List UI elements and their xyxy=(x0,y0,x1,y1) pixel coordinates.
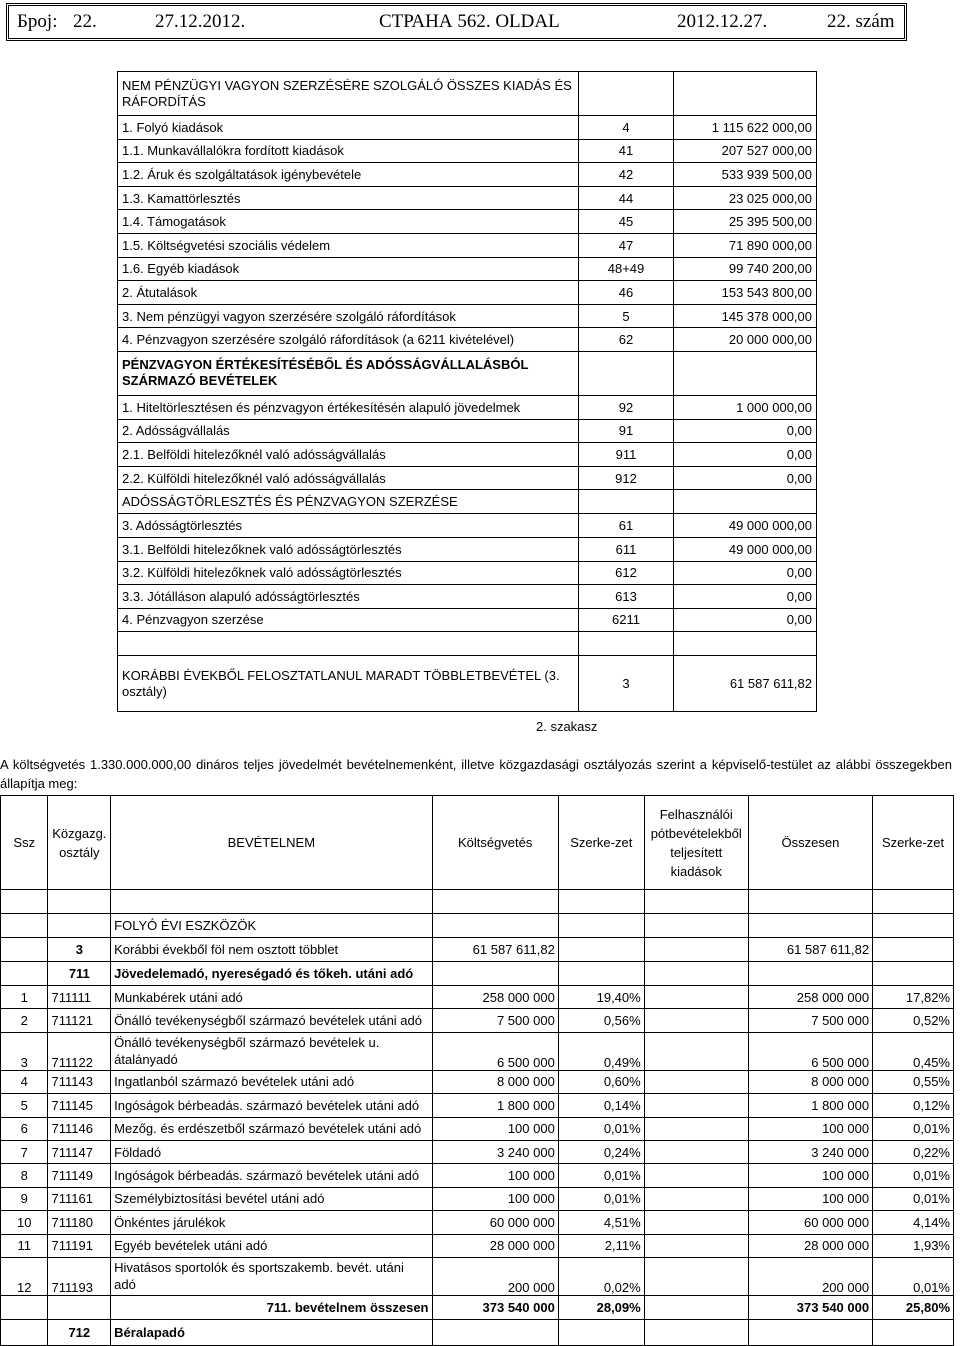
row-code: 711 xyxy=(48,962,111,986)
row-name: Hivatásos sportolók és sportszakemb. bevét. utáni adó xyxy=(111,1257,432,1295)
revenue-table xyxy=(0,795,954,1346)
row-share: 0,24% xyxy=(558,1140,644,1163)
row-extra xyxy=(644,1211,748,1234)
row-share: 0,02% xyxy=(558,1257,644,1295)
row-value: 153 543 800,00 xyxy=(674,281,817,305)
table-row xyxy=(1,1140,954,1163)
row-code: 912 xyxy=(579,466,674,490)
table-row xyxy=(118,186,817,210)
table-row xyxy=(118,537,817,561)
table-row xyxy=(1,986,954,1009)
row-value: 0,00 xyxy=(674,443,817,467)
row-label: 1.4. Támogatások xyxy=(118,210,579,234)
row-total: 100 000 xyxy=(748,1187,872,1210)
row-code: 48+49 xyxy=(579,257,674,281)
row-budget: 200 000 xyxy=(432,1257,558,1295)
table-row-final xyxy=(118,656,817,712)
header-issue: 22. xyxy=(73,11,97,32)
row-extra xyxy=(644,1164,748,1187)
row-code: 612 xyxy=(579,561,674,585)
table-row xyxy=(118,419,817,443)
table-row xyxy=(118,328,817,352)
sum-label: 711. bevételnem összesen xyxy=(111,1295,432,1319)
row-total: 100 000 xyxy=(748,1117,872,1140)
header-issue-hu: 22. szám xyxy=(827,11,895,32)
row-ssz: 11 xyxy=(1,1234,48,1257)
group-row-712 xyxy=(1,1319,954,1345)
row-code: 46 xyxy=(579,281,674,305)
row-extra xyxy=(644,1187,748,1210)
row-code: 711180 xyxy=(48,1211,111,1234)
row-value: 23 025 000,00 xyxy=(674,186,817,210)
row-ssz: 5 xyxy=(1,1094,48,1117)
row-value: 207 527 000,00 xyxy=(674,139,817,163)
row-code: 41 xyxy=(579,139,674,163)
row-extra xyxy=(644,1032,748,1070)
row-value: 0,00 xyxy=(674,561,817,585)
table-row xyxy=(1,1032,954,1070)
row-ssz: 2 xyxy=(1,1009,48,1032)
row-total: 1 800 000 xyxy=(748,1094,872,1117)
row-ssz: 12 xyxy=(1,1257,48,1295)
row-budget: 1 800 000 xyxy=(432,1094,558,1117)
row-label: 4. Pénzvagyon szerzése xyxy=(118,608,579,632)
row-share2: 0,22% xyxy=(873,1140,954,1163)
table-row xyxy=(1,1009,954,1032)
row-code: 711143 xyxy=(48,1070,111,1093)
row-label: 3.2. Külföldi hitelezőknek való adósságtörlesztés xyxy=(118,561,579,585)
row-share2: 0,12% xyxy=(873,1094,954,1117)
row-share: 0,01% xyxy=(558,1187,644,1210)
row-code: 47 xyxy=(579,233,674,257)
sum-budget: 373 540 000 xyxy=(432,1295,558,1319)
row-value: 1 115 622 000,00 xyxy=(674,116,817,140)
row-total: 100 000 xyxy=(748,1164,872,1187)
row-label: 1.2. Áruk és szolgáltatások igénybevétele xyxy=(118,163,579,187)
row-extra xyxy=(644,1234,748,1257)
row-budget: 60 000 000 xyxy=(432,1211,558,1234)
column-header: Összesen xyxy=(748,796,872,890)
column-header: Szerke-zet xyxy=(558,796,644,890)
row-value: 1 000 000,00 xyxy=(674,395,817,419)
sum-row-711 xyxy=(1,1295,954,1319)
row-label: 3.1. Belföldi hitelezőknek való adósságtörlesztés xyxy=(118,537,579,561)
row-name: Önálló tevékenységből származó bevételek u. átalányadó xyxy=(111,1032,432,1070)
row-label: 3. Nem pénzügyi vagyon szerzésére szolgáló ráfordítások xyxy=(118,304,579,328)
row-code: 711161 xyxy=(48,1187,111,1210)
row-ssz: 6 xyxy=(1,1117,48,1140)
row-code: 6211 xyxy=(579,608,674,632)
row-value: 0,00 xyxy=(674,466,817,490)
table-row xyxy=(1,1094,954,1117)
row-ssz: 9 xyxy=(1,1187,48,1210)
row-name: Béralapadó xyxy=(111,1319,432,1345)
table-row xyxy=(118,257,817,281)
row-code: 711191 xyxy=(48,1234,111,1257)
table-row xyxy=(1,1211,954,1234)
row-budget: 7 500 000 xyxy=(432,1009,558,1032)
row-value: 145 378 000,00 xyxy=(674,304,817,328)
table-row xyxy=(118,304,817,328)
row-budget: 100 000 xyxy=(432,1117,558,1140)
table-section-title xyxy=(118,72,817,116)
row-value: 49 000 000,00 xyxy=(674,514,817,538)
row-code: 711193 xyxy=(48,1257,111,1295)
row-ssz: 1 xyxy=(1,986,48,1009)
group-row xyxy=(1,914,954,938)
row-value: 99 740 200,00 xyxy=(674,257,817,281)
column-header: Ssz xyxy=(1,796,48,890)
row-label: 2.2. Külföldi hitelezőknél való adósságvállalás xyxy=(118,466,579,490)
row-ssz: 7 xyxy=(1,1140,48,1163)
row-code: 711147 xyxy=(48,1140,111,1163)
group-row-711 xyxy=(1,962,954,986)
row-value: 0,00 xyxy=(674,608,817,632)
section-title: PÉNZVAGYON ÉRTÉKESÍTÉSÉBŐL ÉS ADÓSSÁGVÁLLALÁSBÓL SZÁRMAZÓ BEVÉTELEK xyxy=(118,351,579,395)
sum-share: 28,09% xyxy=(558,1295,644,1319)
row-value: 533 939 500,00 xyxy=(674,163,817,187)
header-date: 27.12.2012. xyxy=(155,11,246,32)
row-share: 0,49% xyxy=(558,1032,644,1070)
row-value: 49 000 000,00 xyxy=(674,537,817,561)
row-extra xyxy=(644,1009,748,1032)
table-row xyxy=(118,116,817,140)
section-title: ADÓSSÁGTÖRLESZTÉS ÉS PÉNZVAGYON SZERZÉSE xyxy=(118,490,579,514)
row-code: 711121 xyxy=(48,1009,111,1032)
table-row xyxy=(118,585,817,609)
row-share2: 0,01% xyxy=(873,1257,954,1295)
row-share: 0,01% xyxy=(558,1164,644,1187)
row-name: Személybiztosítási bevétel utáni adó xyxy=(111,1187,432,1210)
row-share: 0,01% xyxy=(558,1117,644,1140)
row-label: 1.1. Munkavállalókra fordított kiadások xyxy=(118,139,579,163)
row-share2: 4,14% xyxy=(873,1211,954,1234)
row-budget: 3 240 000 xyxy=(432,1140,558,1163)
sum-share2: 25,80% xyxy=(873,1295,954,1319)
row-label: 2. Adósságvállalás xyxy=(118,419,579,443)
table-row xyxy=(118,514,817,538)
section-heading: 2. szakasz xyxy=(536,719,598,734)
row-total: 8 000 000 xyxy=(748,1070,872,1093)
row-total: 7 500 000 xyxy=(748,1009,872,1032)
row-extra xyxy=(644,1070,748,1093)
page-header xyxy=(6,3,907,41)
row-label: 3. Adósságtörlesztés xyxy=(118,514,579,538)
table-section-title xyxy=(118,351,817,395)
row-extra xyxy=(644,986,748,1009)
row-total: 60 000 000 xyxy=(748,1211,872,1234)
row-name: Jövedelemadó, nyereségadó és tőkeh. utáni adó xyxy=(111,962,432,986)
row-name: Önálló tevékenységből származó bevételek utáni adó xyxy=(111,1009,432,1032)
table-row xyxy=(118,561,817,585)
row-ssz: 3 xyxy=(1,1032,48,1070)
row-extra xyxy=(644,1140,748,1163)
row-label: 2.1. Belföldi hitelezőknél való adósságvállalás xyxy=(118,443,579,467)
row-share: 0,60% xyxy=(558,1070,644,1093)
row-value: 71 890 000,00 xyxy=(674,233,817,257)
row-label: 4. Pénzvagyon szerzésére szolgáló ráfordítások (a 6211 kivételével) xyxy=(118,328,579,352)
row-code: 3 xyxy=(579,656,674,712)
row-code: 62 xyxy=(579,328,674,352)
row-ssz: 8 xyxy=(1,1164,48,1187)
row-share2: 0,52% xyxy=(873,1009,954,1032)
row-name: Ingatlanból származó bevételek utáni adó xyxy=(111,1070,432,1093)
column-header: Közgazg. osztály xyxy=(48,796,111,890)
row-label: 1.5. Költségvetési szociális védelem xyxy=(118,233,579,257)
row-share2: 0,55% xyxy=(873,1070,954,1093)
table-row xyxy=(1,1234,954,1257)
row-code: 5 xyxy=(579,304,674,328)
row-budget: 6 500 000 xyxy=(432,1032,558,1070)
row-code: 42 xyxy=(579,163,674,187)
row-code: 44 xyxy=(579,186,674,210)
row-name: Földadó xyxy=(111,1140,432,1163)
row-code: 45 xyxy=(579,210,674,234)
row-code: 711111 xyxy=(48,986,111,1009)
row-label: 2. Átutalások xyxy=(118,281,579,305)
row-share: 0,14% xyxy=(558,1094,644,1117)
header-date-hu: 2012.12.27. xyxy=(677,11,768,32)
row-name: Korábbi évekből föl nem osztott többlet xyxy=(111,938,432,962)
table-section-title xyxy=(118,490,817,514)
row-share: 0,56% xyxy=(558,1009,644,1032)
table-row xyxy=(118,443,817,467)
row-share: 4,51% xyxy=(558,1211,644,1234)
row-share2: 17,82% xyxy=(873,986,954,1009)
row-value: 0,00 xyxy=(674,585,817,609)
row-extra xyxy=(644,1257,748,1295)
column-header: Költségvetés xyxy=(432,796,558,890)
table-row xyxy=(118,608,817,632)
row-share: 19,40% xyxy=(558,986,644,1009)
row-code: 3 xyxy=(48,938,111,962)
table-row xyxy=(118,233,817,257)
row-name: Önkéntes járulékok xyxy=(111,1211,432,1234)
row-extra xyxy=(644,1094,748,1117)
group-title: FOLYÓ ÉVI ESZKÖZÖK xyxy=(111,914,432,938)
row-share2: 0,01% xyxy=(873,1117,954,1140)
row-code: 711122 xyxy=(48,1032,111,1070)
table-row xyxy=(1,1257,954,1295)
row-label: 1.3. Kamattörlesztés xyxy=(118,186,579,210)
row-code: 92 xyxy=(579,395,674,419)
table-row xyxy=(118,163,817,187)
row-total: 3 240 000 xyxy=(748,1140,872,1163)
row-label: 1. Hiteltörlesztésen és pénzvagyon értékesítésén alapuló jövedelmek xyxy=(118,395,579,419)
row-budget: 8 000 000 xyxy=(432,1070,558,1093)
section-title: NEM PÉNZÜGYI VAGYON SZERZÉSÉRE SZOLGÁLÓ ÖSSZES KIADÁS ÉS RÁFORDÍTÁS xyxy=(118,72,579,116)
row-name: Egyéb bevételek utáni adó xyxy=(111,1234,432,1257)
row-code: 911 xyxy=(579,443,674,467)
row-share2: 1,93% xyxy=(873,1234,954,1257)
table-row xyxy=(118,139,817,163)
row-total: 61 587 611,82 xyxy=(748,938,872,962)
row-budget: 258 000 000 xyxy=(432,986,558,1009)
row-code: 613 xyxy=(579,585,674,609)
row-value: 61 587 611,82 xyxy=(674,656,817,712)
column-header: BEVÉTELNEM xyxy=(111,796,432,890)
intro-paragraph: A költségvetés 1.330.000.000,00 dináros teljes jövedelmét bevételnemenként, illetve közgazdasági osztályozás szerint a képviselő-testület az alábbi összegekben állapítja meg: xyxy=(0,757,952,791)
row-name: Ingóságok bérbeadás. származó bevételek utáni adó xyxy=(111,1164,432,1187)
row-share2: 0,45% xyxy=(873,1032,954,1070)
row-label: 1.6. Egyéb kiadások xyxy=(118,257,579,281)
row-code: 4 xyxy=(579,116,674,140)
row-name: Mezőg. és erdészetből származó bevételek utáni adó xyxy=(111,1117,432,1140)
row-value: 0,00 xyxy=(674,419,817,443)
row-ssz: 10 xyxy=(1,1211,48,1234)
table-row xyxy=(1,1164,954,1187)
table-row xyxy=(118,466,817,490)
row-label: KORÁBBI ÉVEKBŐL FELOSZTATLANUL MARADT TÖBBLETBEVÉTEL (3. osztály) xyxy=(118,656,579,712)
row-share2: 0,01% xyxy=(873,1187,954,1210)
row-label: 3.3. Jótálláson alapuló adósságtörlesztés xyxy=(118,585,579,609)
column-header: Felhasználói pótbevételekből teljesített kiadások xyxy=(644,796,748,890)
row-budget: 61 587 611,82 xyxy=(432,938,558,962)
row-value: 20 000 000,00 xyxy=(674,328,817,352)
header-page: СТРАНА 562. OLDAL xyxy=(379,11,560,32)
row-code: 611 xyxy=(579,537,674,561)
row-share2: 0,01% xyxy=(873,1164,954,1187)
row-total: 258 000 000 xyxy=(748,986,872,1009)
header-number-label: Број: xyxy=(17,11,58,32)
row-name: Munkabérek utáni adó xyxy=(111,986,432,1009)
row-code: 61 xyxy=(579,514,674,538)
row-budget: 28 000 000 xyxy=(432,1234,558,1257)
table-row xyxy=(1,1070,954,1093)
row-value: 25 395 500,00 xyxy=(674,210,817,234)
row-extra xyxy=(644,1117,748,1140)
column-header: Szerke-zet xyxy=(873,796,954,890)
table-row xyxy=(1,1117,954,1140)
row-budget: 100 000 xyxy=(432,1187,558,1210)
row-label: 1. Folyó kiadások xyxy=(118,116,579,140)
expenditure-table xyxy=(117,71,817,712)
table-row-prev xyxy=(1,938,954,962)
row-code: 711146 xyxy=(48,1117,111,1140)
row-total: 28 000 000 xyxy=(748,1234,872,1257)
row-code: 712 xyxy=(48,1319,111,1345)
table-row xyxy=(118,210,817,234)
row-total: 200 000 xyxy=(748,1257,872,1295)
row-ssz: 4 xyxy=(1,1070,48,1093)
sum-total: 373 540 000 xyxy=(748,1295,872,1319)
row-share: 2,11% xyxy=(558,1234,644,1257)
row-name: Ingóságok bérbeadás. származó bevételek utáni adó xyxy=(111,1094,432,1117)
row-budget: 100 000 xyxy=(432,1164,558,1187)
row-code: 711149 xyxy=(48,1164,111,1187)
row-code: 711145 xyxy=(48,1094,111,1117)
table-header-row xyxy=(1,796,954,890)
table-row xyxy=(118,281,817,305)
row-code: 91 xyxy=(579,419,674,443)
table-row xyxy=(1,1187,954,1210)
row-total: 6 500 000 xyxy=(748,1032,872,1070)
table-row xyxy=(118,395,817,419)
